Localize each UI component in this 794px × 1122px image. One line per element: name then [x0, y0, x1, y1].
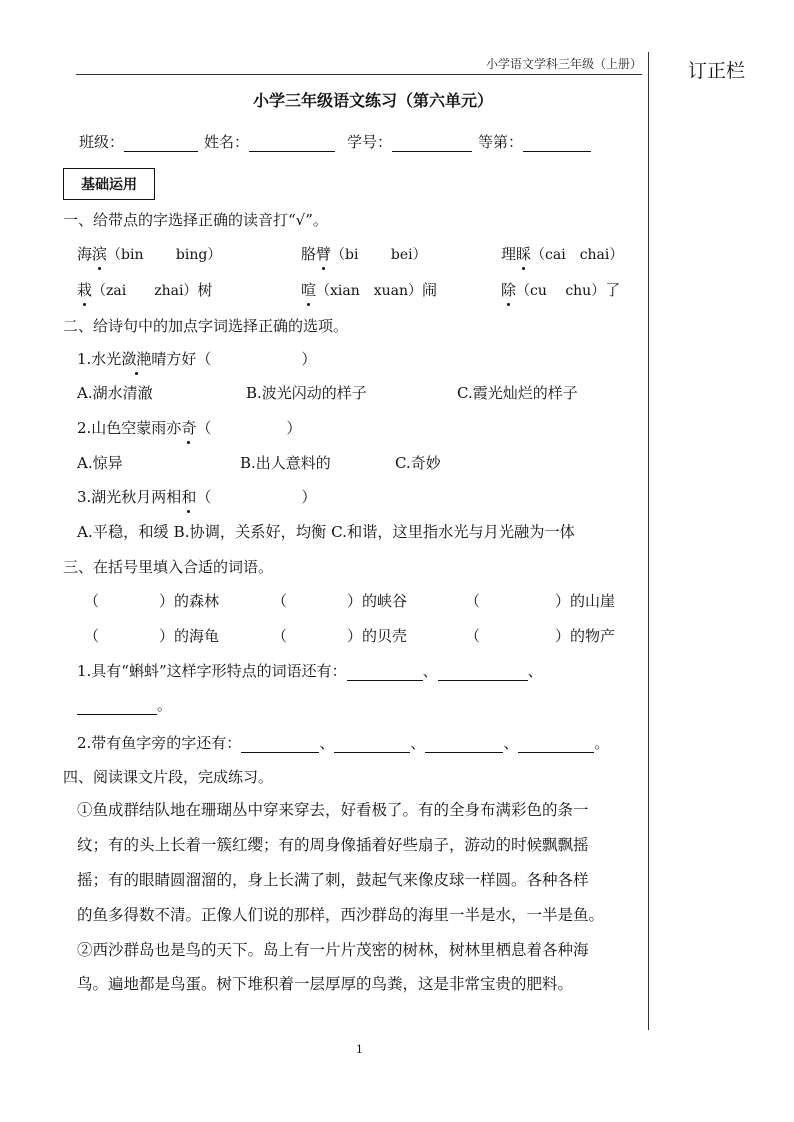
correction-column-label: 订正栏 [688, 60, 746, 82]
q3-sub2-blank-3[interactable] [425, 738, 503, 753]
grade-blank[interactable] [523, 137, 591, 152]
q2-s1-option-b[interactable]: B.波光闪动的样子 [246, 384, 367, 402]
q2-s1-option-c[interactable]: C.霞光灿烂的样子 [457, 384, 578, 402]
name-label: 姓名： [204, 133, 250, 151]
q3-blank-turtle[interactable]: （ ）的海龟 [84, 627, 220, 645]
q3-heading: 三、在括号里填入合适的词语。 [63, 558, 274, 576]
q3-sub2-blank-1[interactable] [241, 738, 319, 753]
class-blank[interactable] [124, 137, 198, 152]
q3-blank-canyon[interactable]: （ ）的峡谷 [272, 592, 408, 610]
number-label: 学号： [347, 133, 393, 151]
passage-line-4: 的鱼多得数不清。正像人们说的那样，西沙群岛的海里一半是水，一半是鱼。 [77, 906, 605, 924]
passage-line-1: ①鱼成群结队地在珊瑚丛中穿来穿去，好看极了。有的全身布满彩色的条一 [77, 801, 589, 819]
q3-blank-forest[interactable]: （ ）的森林 [84, 592, 220, 610]
student-info-row [79, 131, 597, 152]
correction-column-divider [648, 52, 649, 1030]
number-blank[interactable] [392, 137, 472, 152]
q3-sub1-blank-1[interactable] [347, 666, 423, 681]
q2-s2-option-c[interactable]: C.奇妙 [395, 454, 441, 472]
q1-item-3[interactable]: 理睬（cai chai） [501, 245, 624, 263]
class-label: 班级： [79, 133, 125, 151]
page-number: 1 [356, 1043, 363, 1056]
q1-item-4[interactable]: 栽（zai zhai）树 [77, 281, 213, 299]
q3-sub2-blank-4[interactable] [518, 738, 594, 753]
q3-sub1-blank-2[interactable] [438, 666, 528, 681]
q3-blank-shell[interactable]: （ ）的贝壳 [272, 627, 408, 645]
q3-sub1-line1: 1.具有“蝌蚪”这样字形特点的词语还有： 、 、 [77, 662, 543, 680]
q1-item-2[interactable]: 胳臂（bi bei） [301, 245, 427, 263]
q2-sentence-2[interactable]: 2.山色空蒙雨亦奇（ ） [77, 419, 302, 437]
q3-sub1-label: 1.具有“蝌蚪”这样字形特点的词语还有： [77, 662, 347, 680]
q3-blank-produce[interactable]: （ ）的物产 [465, 627, 616, 645]
q4-heading: 四、阅读课文片段，完成练习。 [63, 768, 274, 786]
q2-s1-option-a[interactable]: A.湖水清澈 [77, 384, 153, 402]
q2-sentence-3[interactable]: 3.湖光秋月两相和（ ） [77, 488, 317, 506]
q1-item-6[interactable]: 除（cu chu）了 [501, 281, 621, 299]
passage-line-5: ②西沙群岛也是鸟的天下。岛上有一片片茂密的树林，树林里栖息着各种海 [77, 941, 589, 959]
name-blank[interactable] [249, 137, 335, 152]
passage-line-3: 摇；有的眼睛圆溜溜的，身上长满了刺，鼓起气来像皮球一样圆。各种各样 [77, 871, 589, 889]
q2-s3-options[interactable]: A.平稳，和缓 B.协调，关系好，均衡 C.和谐，这里指水光与月光融为一体 [77, 523, 575, 541]
q1-heading: 一、给带点的字选择正确的读音打“√”。 [63, 211, 328, 229]
header-divider [76, 74, 642, 75]
q1-item-5[interactable]: 喧（xian xuan）闹 [301, 281, 438, 299]
passage-line-2: 纹；有的头上长着一簇红缨；有的周身像插着好些扇子，游动的时候飘飘摇 [77, 836, 589, 854]
header-subject: 小学语文学科三年级（上册） [486, 57, 643, 71]
q3-sub2-line: 2.带有鱼字旁的字还有： 、 、 、 。 [77, 734, 610, 752]
q3-sub2-label: 2.带有鱼字旁的字还有： [77, 734, 242, 752]
grade-label: 等第： [478, 133, 524, 151]
q2-heading: 二、给诗句中的加点字词选择正确的选项。 [63, 317, 349, 335]
q3-sub2-blank-2[interactable] [334, 738, 410, 753]
q1-item-1[interactable]: 海滨（bin bing） [77, 245, 222, 263]
q2-s2-option-b[interactable]: B.出人意料的 [240, 454, 331, 472]
q2-s2-option-a[interactable]: A.惊异 [77, 454, 123, 472]
q3-sub1-blank-3[interactable] [77, 700, 157, 715]
passage-line-6: 鸟。遍地都是鸟蛋。树下堆积着一层厚厚的鸟粪，这是非常宝贵的肥料。 [77, 975, 574, 993]
section-box-basic-use: 基础运用 [63, 168, 155, 200]
q3-sub1-line2: 。 [77, 694, 172, 715]
q2-sentence-1[interactable]: 1.水光潋滟晴方好（ ） [77, 350, 317, 368]
q3-blank-cliff[interactable]: （ ）的山崖 [465, 592, 616, 610]
page-title: 小学三年级语文练习（第六单元） [253, 91, 494, 110]
